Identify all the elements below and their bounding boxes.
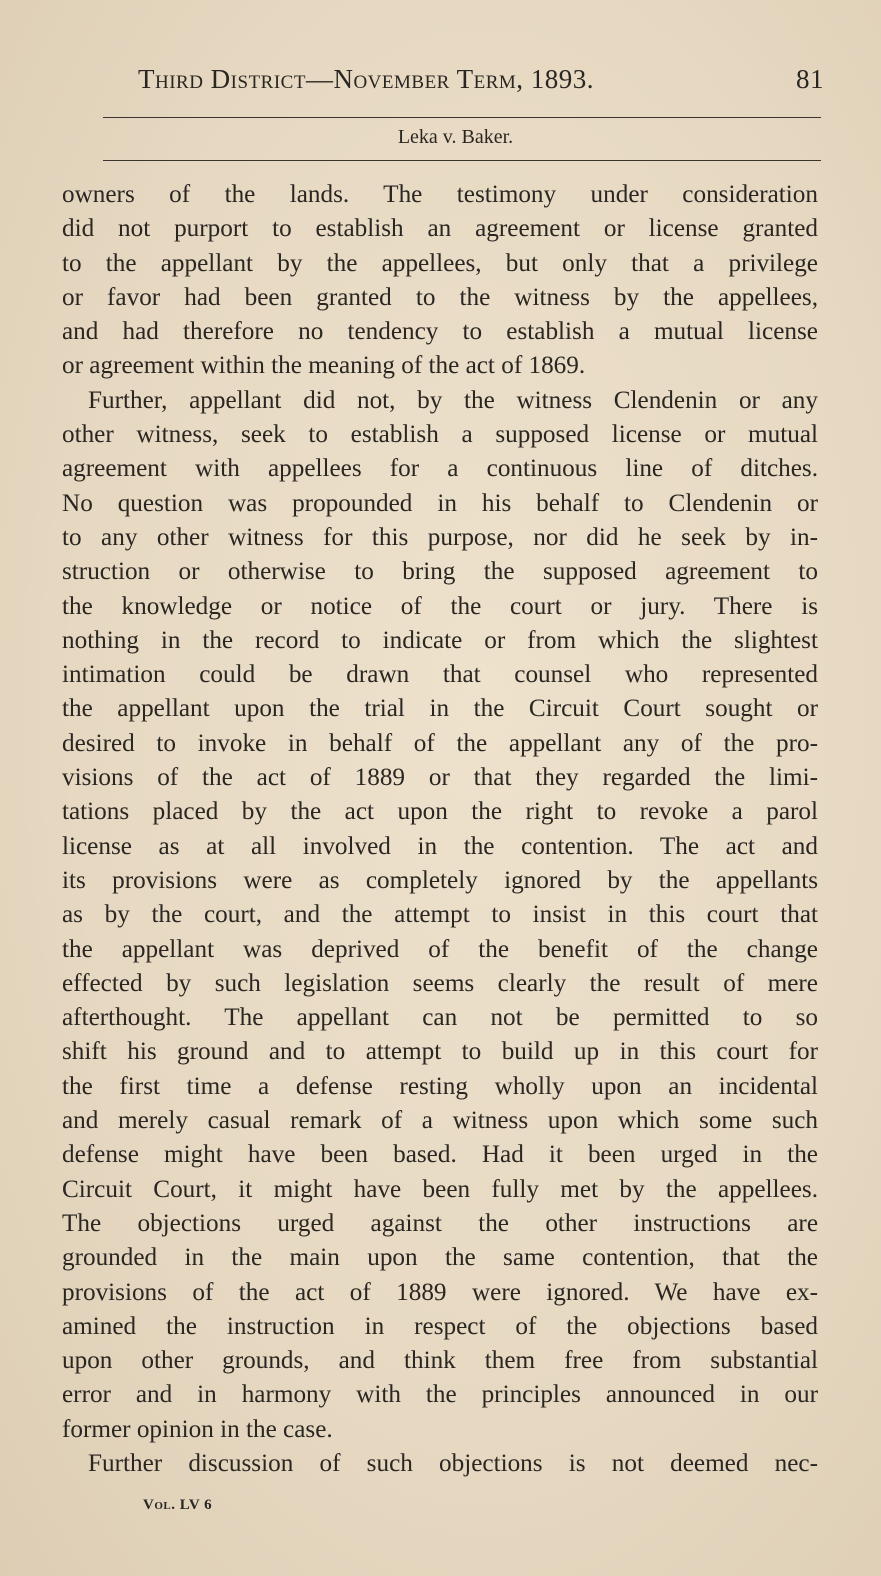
text-line: or favor had been granted to the witness by the appellees, [62,283,818,311]
text-line: or agreement within the meaning of the act of 1869. [62,352,586,380]
running-head [138,64,824,95]
text-line: the knowledge or notice of the court or jury. There is [62,592,818,620]
text-line: struction or otherwise to bring the supposed agreement to [62,558,818,586]
text-line: error and in harmony with the principles announced in our [62,1381,818,1409]
text-line: provisions of the act of 1889 were ignored. We have ex- [62,1278,818,1306]
text-line: shift his ground and to attempt to build up in this court for [62,1038,818,1066]
text-line: tations placed by the act upon the right to revoke a parol [62,798,818,826]
text-line: effected by such legislation seems clearly the result of mere [62,969,818,997]
text-line: the appellant upon the trial in the Circuit Court sought or [62,695,818,723]
text-line: upon other grounds, and think them free from substantial [62,1347,818,1375]
text-line: afterthought. The appellant can not be permitted to so [62,1004,818,1032]
text-line: Circuit Court, it might have been fully met by the appellees. [62,1175,818,1203]
text-line: defense might have been based. Had it been urged in the [62,1141,818,1169]
text-line: the appellant was deprived of the benefit of the change [62,935,818,963]
text-line: other witness, seek to establish a supposed license or mutual [62,421,818,449]
text-line: grounded in the main upon the same contention, that the [62,1244,818,1272]
text-line: Further discussion of such objections is not deemed nec- [88,1449,818,1477]
text-line: No question was propounded in his behalf to Clendenin or [62,489,818,517]
text-line: the first time a defense resting wholly upon an incidental [62,1072,818,1100]
text-line: and merely casual remark of a witness upon which some such [62,1107,818,1135]
signature-mark: Vol. LV 6 [143,1497,213,1513]
text-line: and had therefore no tendency to establish a mutual license [62,318,818,346]
running-head-title: Third District—November Term, 1893. [138,64,595,94]
text-line: desired to invoke in behalf of the appellant any of the pro- [62,729,818,757]
body-text [62,178,818,1481]
text-line: agreement with appellees for a continuous line of ditches. [62,455,818,483]
text-line: its provisions were as completely ignored by the appellants [62,866,818,894]
text-line: as by the court, and the attempt to insist in this court that [62,901,818,929]
text-line: to any other witness for this purpose, nor did he seek by in- [62,523,818,551]
text-line: owners of the lands. The testimony under consideration [62,181,818,208]
text-line: did not purport to establish an agreement or license granted [62,215,818,243]
text-line: The objections urged against the other instructions are [62,1209,818,1237]
text-line: intimation could be drawn that counsel who represented [62,661,818,689]
page-number: 81 [796,64,824,94]
header-rule-top [103,117,821,118]
text-line: former opinion in the case. [62,1415,333,1443]
header-rule-bottom [103,160,821,161]
text-line: Further, appellant did not, by the witness Clendenin or any [88,386,818,414]
text-line: visions of the act of 1889 or that they regarded the limi- [62,764,818,792]
case-caption: Leka v. Baker. [397,126,514,148]
text-line: license as at all involved in the contention. The act and [62,832,818,860]
text-line: to the appellant by the appellees, but only that a privilege [62,249,818,277]
text-line: nothing in the record to indicate or from which the slightest [62,626,818,654]
text-line: amined the instruction in respect of the objections based [62,1312,818,1340]
